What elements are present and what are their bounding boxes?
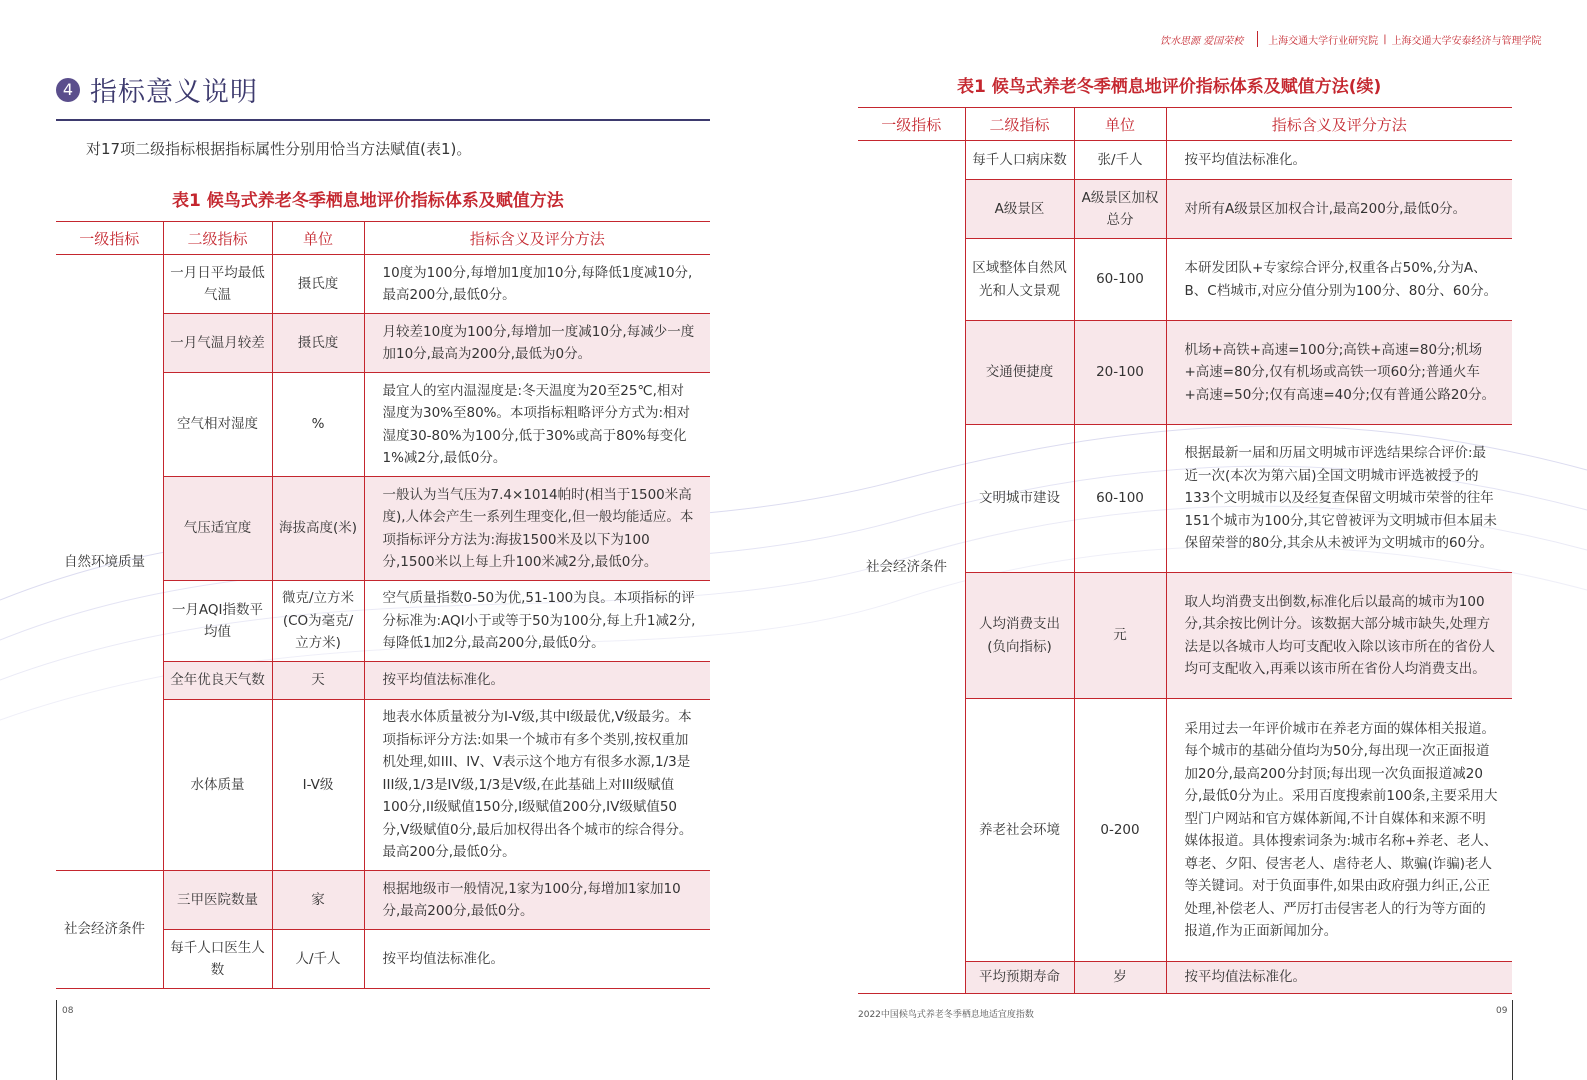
indicator-description: 取人均消费支出倒数,标准化后以最高的城市为100分,其余按比例计分。该数据大部分城市缺失,处理方法是以各城市人均可支配收入除以该市所在的省份人均可支配收入,再乘以该市所在省份人均消费支出。 xyxy=(1166,573,1512,699)
indicator-description: 对所有A级景区加权合计,最高200分,最低0分。 xyxy=(1166,180,1512,239)
indicator-description: 按平均值法标准化。 xyxy=(364,662,710,700)
table-row xyxy=(56,871,710,930)
col-header-level1: 一级指标 xyxy=(858,108,965,141)
indicator-name: 区域整体自然风光和人文景观 xyxy=(965,239,1074,321)
footer-rule xyxy=(1512,1000,1513,1080)
indicator-unit: 岁 xyxy=(1074,962,1166,994)
indicator-description: 按平均值法标准化。 xyxy=(364,930,710,989)
header-divider xyxy=(1257,31,1258,47)
indicator-unit: 20-100 xyxy=(1074,321,1166,425)
indicator-name: 一月气温月较差 xyxy=(163,314,272,373)
indicator-name: 空气相对湿度 xyxy=(163,373,272,477)
indicator-table-left xyxy=(56,221,710,989)
header-slogan: 饮水思源 爱国荣校 xyxy=(1160,35,1244,47)
section-title: 指标意义说明 xyxy=(90,77,258,108)
indicator-description: 地表水体质量被分为I-V级,其中I级最优,V级最劣。本项指标评分方法:如果一个城市有多个类别,按权重加机处理,如III、IV、V表示这个地方有很多水源,1/3是III级,1/3是IV级,1/3是V级,在此基础上对III级赋值100分,II级赋值150分,I级赋值200分,IV级赋值50分,V级赋值0分,最后加权得出各个城市的综合得分。最高200分,最低0分。 xyxy=(364,700,710,871)
right-page xyxy=(790,0,1587,1077)
indicator-description: 10度为100分,每增加1度加10分,每降低1度减10分,最高200分,最低0分。 xyxy=(364,255,710,314)
indicator-description: 空气质量指数0-50为优,51-100为良。本项指标的评分标准为:AQI小于或等于50为100分,每上升1减2分,每降低1加2分,最高200分,最低0分。 xyxy=(364,581,710,662)
indicator-unit: 天 xyxy=(272,662,364,700)
footer-rule xyxy=(56,1000,57,1080)
page-number: 08 xyxy=(62,1006,74,1016)
indicator-description: 本研发团队+专家综合评分,权重各占50%,分为A、B、C档城市,对应分值分别为100分、80分、60分。 xyxy=(1166,239,1512,321)
section-number-badge: 4 xyxy=(56,78,80,102)
indicator-name: 水体质量 xyxy=(163,700,272,871)
indicator-unit: 摄氏度 xyxy=(272,314,364,373)
indicator-table-right xyxy=(858,107,1512,994)
indicator-description: 一般认为当气压为7.4×1014帕时(相当于1500米高度),人体会产生一系列生理变化,但一般均能适应。本项指标评分方法为:海拔1500米及以下为100分,1500米以上每上升100米减2分,最低0分。 xyxy=(364,477,710,581)
indicator-unit: 海拔高度(米) xyxy=(272,477,364,581)
indicator-unit: 家 xyxy=(272,871,364,930)
col-header-level2: 二级指标 xyxy=(965,108,1074,141)
indicator-description: 月较差10度为100分,每增加一度减10分,每减少一度加10分,最高为200分,最低为0分。 xyxy=(364,314,710,373)
header-institute-2: 上海交通大学安泰经济与管理学院 xyxy=(1391,35,1542,47)
indicator-description: 采用过去一年评价城市在养老方面的媒体相关报道。每个城市的基础分值均为50分,每出现一次正面报道加20分,最高200分封顶;每出现一次负面报道减20分,最低0分为止。采用百度搜索前100条,主要采用大型门户网站和官方媒体新闻,不计自媒体和来源不明媒体报道。具体搜索词条为:城市名称+养老、老人、尊老、夕阳、侵害老人、虐待老人、欺骗(诈骗)老人等关键词。对于负面事件,如果由政府强力纠正,公正处理,补偿老人、严厉打击侵害老人的行为等方面的报道,作为正面新闻加分。 xyxy=(1166,699,1512,962)
table-row xyxy=(56,255,710,314)
table-header-row xyxy=(56,222,710,255)
header-institute-1: 上海交通大学行业研究院 xyxy=(1268,35,1379,47)
indicator-unit: % xyxy=(272,373,364,477)
left-table-title: 表1 候鸟式养老冬季栖息地评价指标体系及赋值方法 xyxy=(172,191,564,211)
indicator-name: 气压适宜度 xyxy=(163,477,272,581)
indicator-unit: 60-100 xyxy=(1074,425,1166,573)
indicator-unit: 0-200 xyxy=(1074,699,1166,962)
col-header-unit: 单位 xyxy=(272,222,364,255)
indicator-description: 按平均值法标准化。 xyxy=(1166,962,1512,994)
indicator-unit: 60-100 xyxy=(1074,239,1166,321)
indicator-name: 一月日平均最低气温 xyxy=(163,255,272,314)
indicator-description: 按平均值法标准化。 xyxy=(1166,141,1512,180)
indicator-name: A级景区 xyxy=(965,180,1074,239)
category-cell: 自然环境质量 xyxy=(56,255,163,871)
table-row xyxy=(858,141,1512,180)
left-page xyxy=(0,0,790,1077)
col-header-unit: 单位 xyxy=(1074,108,1166,141)
footer-report-title: 2022中国候鸟式养老冬季栖息地适宜度指数 xyxy=(858,1010,1034,1020)
indicator-name: 人均消费支出(负向指标) xyxy=(965,573,1074,699)
indicator-name: 文明城市建设 xyxy=(965,425,1074,573)
indicator-description: 根据最新一届和历届文明城市评选结果综合评价:最近一次(本次为第六届)全国文明城市评选被授予的133个文明城市以及经复查保留文明城市荣誉的往年151个城市为100分,其它曾被评为文明城市但本届未保留荣誉的80分,其余从未被评为文明城市的60分。 xyxy=(1166,425,1512,573)
header-separator: | xyxy=(1383,33,1387,45)
indicator-unit: A级景区加权总分 xyxy=(1074,180,1166,239)
indicator-name: 每千人口病床数 xyxy=(965,141,1074,180)
section-heading xyxy=(56,70,258,109)
col-header-description: 指标含义及评分方法 xyxy=(1166,108,1512,141)
indicator-name: 全年优良天气数 xyxy=(163,662,272,700)
indicator-description: 最宜人的室内温湿度是:冬天温度为20至25℃,相对湿度为30%至80%。本项指标粗略评分方式为:相对湿度30-80%为100分,低于30%或高于80%每变化1%减2分,最低0分。 xyxy=(364,373,710,477)
indicator-name: 养老社会环境 xyxy=(965,699,1074,962)
indicator-name: 三甲医院数量 xyxy=(163,871,272,930)
intro-paragraph: 对17项二级指标根据指标属性分别用恰当方法赋值(表1)。 xyxy=(86,140,472,158)
indicator-unit: I-V级 xyxy=(272,700,364,871)
indicator-description: 根据地级市一般情况,1家为100分,每增加1家加10分,最高200分,最低0分。 xyxy=(364,871,710,930)
right-table-title: 表1 候鸟式养老冬季栖息地评价指标体系及赋值方法(续) xyxy=(957,77,1382,97)
indicator-unit: 微克/立方米(CO为毫克/立方米) xyxy=(272,581,364,662)
col-header-description: 指标含义及评分方法 xyxy=(364,222,710,255)
indicator-name: 每千人口医生人数 xyxy=(163,930,272,989)
category-cell: 社会经济条件 xyxy=(858,141,965,994)
indicator-unit: 人/千人 xyxy=(272,930,364,989)
section-divider xyxy=(56,119,710,121)
page-header xyxy=(1160,31,1542,47)
indicator-name: 一月AQI指数平均值 xyxy=(163,581,272,662)
col-header-level1: 一级指标 xyxy=(56,222,163,255)
indicator-name: 平均预期寿命 xyxy=(965,962,1074,994)
indicator-unit: 张/千人 xyxy=(1074,141,1166,180)
table-header-row xyxy=(858,108,1512,141)
indicator-unit: 摄氏度 xyxy=(272,255,364,314)
category-cell: 社会经济条件 xyxy=(56,871,163,989)
indicator-unit: 元 xyxy=(1074,573,1166,699)
indicator-description: 机场+高铁+高速=100分;高铁+高速=80分;机场+高速=80分,仅有机场或高铁一项60分;普通火车+高速=50分;仅有高速=40分;仅有普通公路20分。 xyxy=(1166,321,1512,425)
page-number: 09 xyxy=(1496,1006,1508,1016)
col-header-level2: 二级指标 xyxy=(163,222,272,255)
indicator-name: 交通便捷度 xyxy=(965,321,1074,425)
